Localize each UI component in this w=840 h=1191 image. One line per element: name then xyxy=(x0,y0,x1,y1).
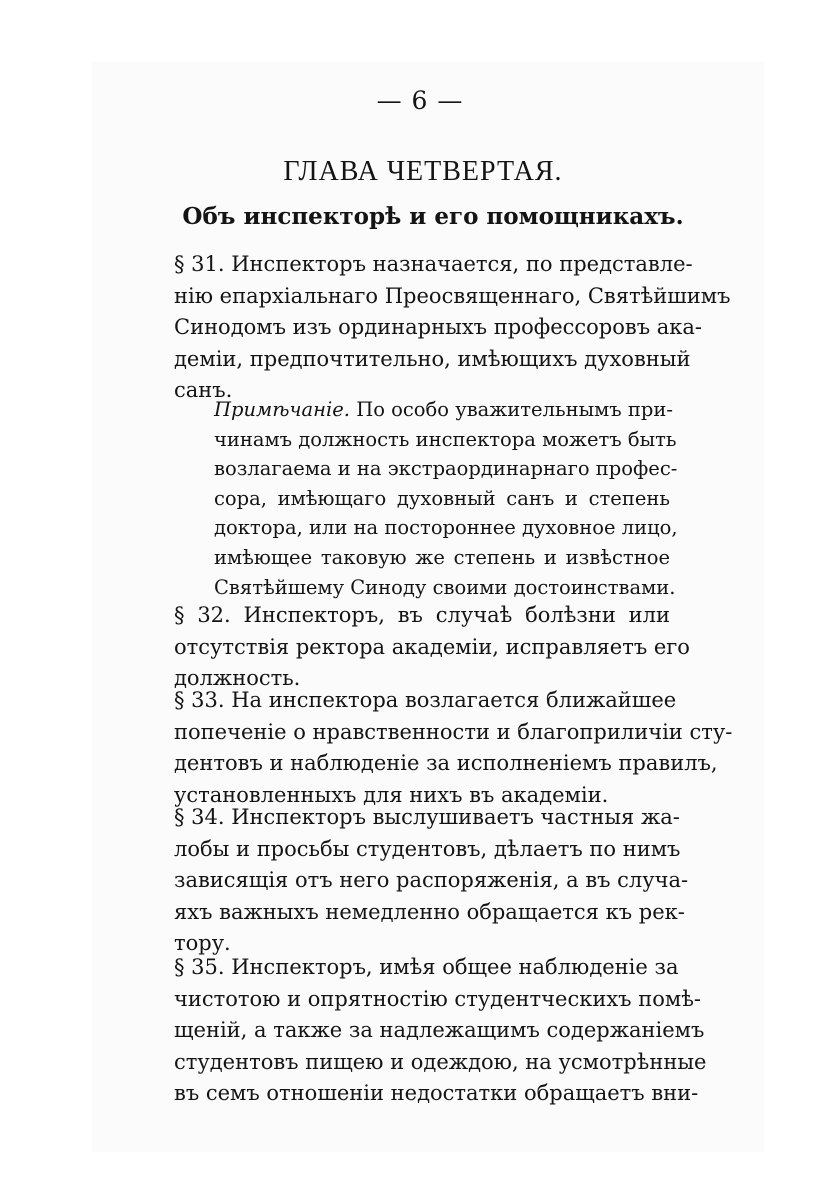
text-line: яхъ важныхъ немедленно обращается къ рек- xyxy=(174,899,685,924)
page-number: — 6 — xyxy=(376,86,464,115)
text-line: нію епархіальнаго Преосвященнаго, Святѣйшимъ xyxy=(174,283,731,308)
text-line: лобы и просьбы студентовъ, дѣлаетъ по нимъ xyxy=(174,836,681,861)
text-line: щеній, а также за надлежащимъ содержаніемъ xyxy=(174,1018,705,1043)
text-line: санъ. xyxy=(174,378,233,403)
paragraph-35 xyxy=(174,952,707,1110)
text-line: § 35. Инспекторъ, имѣя общее наблюденіе за xyxy=(174,955,679,979)
note-first-line-text: По особо уважительнымъ при- xyxy=(350,398,673,421)
text-line: чистотою и опрятностію студентческихъ помѣ- xyxy=(174,986,701,1011)
paragraph-34 xyxy=(174,802,689,960)
text-line: тору. xyxy=(174,931,231,956)
text-line: попеченіе о нравственности и благоприличіи сту- xyxy=(174,719,733,744)
text-line: въ семъ отношеніи недостатки обращаетъ вни- xyxy=(174,1081,699,1106)
paragraph-32 xyxy=(174,600,690,695)
text-line: зависящія отъ него распоряженія, а въ случа- xyxy=(174,868,689,893)
paragraph-31 xyxy=(174,249,731,407)
note-line: имѣющее таковую же степень и извѣстное xyxy=(214,545,670,569)
text-line: § 31. Инспекторъ назначается, по представле- xyxy=(174,252,693,276)
note-31 xyxy=(214,395,678,602)
note-line: доктора, или на постороннее духовное лицо, xyxy=(214,516,678,540)
chapter-title: ГЛАВА ЧЕТВЕРТАЯ. xyxy=(283,156,563,187)
note-line: сора, имѣющаго духовный санъ и степень xyxy=(214,486,670,510)
section-title: Объ инспекторѣ и его помощникахъ. xyxy=(182,203,684,230)
text-line: должность. xyxy=(174,666,301,691)
note-first-line xyxy=(214,395,673,425)
text-line: деміи, предпочтительно, имѣющихъ духовный xyxy=(174,346,691,371)
note-line: чинамъ должность инспектора можетъ быть xyxy=(214,427,677,451)
note-line: Святѣйшему Синоду своими достоинствами. xyxy=(214,575,676,599)
note-label: Примѣчаніе. xyxy=(214,398,350,421)
text-line: дентовъ и наблюденіе за исполненіемъ правилъ, xyxy=(174,751,718,776)
text-line: студентовъ пищею и одеждою, на усмотрѣнные xyxy=(174,1049,707,1074)
text-line: § 34. Инспекторъ выслушиваетъ частныя жа- xyxy=(174,805,680,829)
text-line: Синодомъ изъ ординарныхъ профессоровъ ака- xyxy=(174,315,703,340)
text-line: отсутствія ректора академіи, исправляетъ его xyxy=(174,634,690,659)
text-line: § 33. На инспектора возлагается ближайшее xyxy=(174,688,677,712)
paragraph-33 xyxy=(174,685,733,811)
note-line: возлагаема и на экстраординарнаго профес- xyxy=(214,457,678,481)
text-line: § 32. Инспекторъ, въ случаѣ болѣзни или xyxy=(174,603,670,627)
text-line: установленныхъ для нихъ въ академіи. xyxy=(174,782,609,807)
